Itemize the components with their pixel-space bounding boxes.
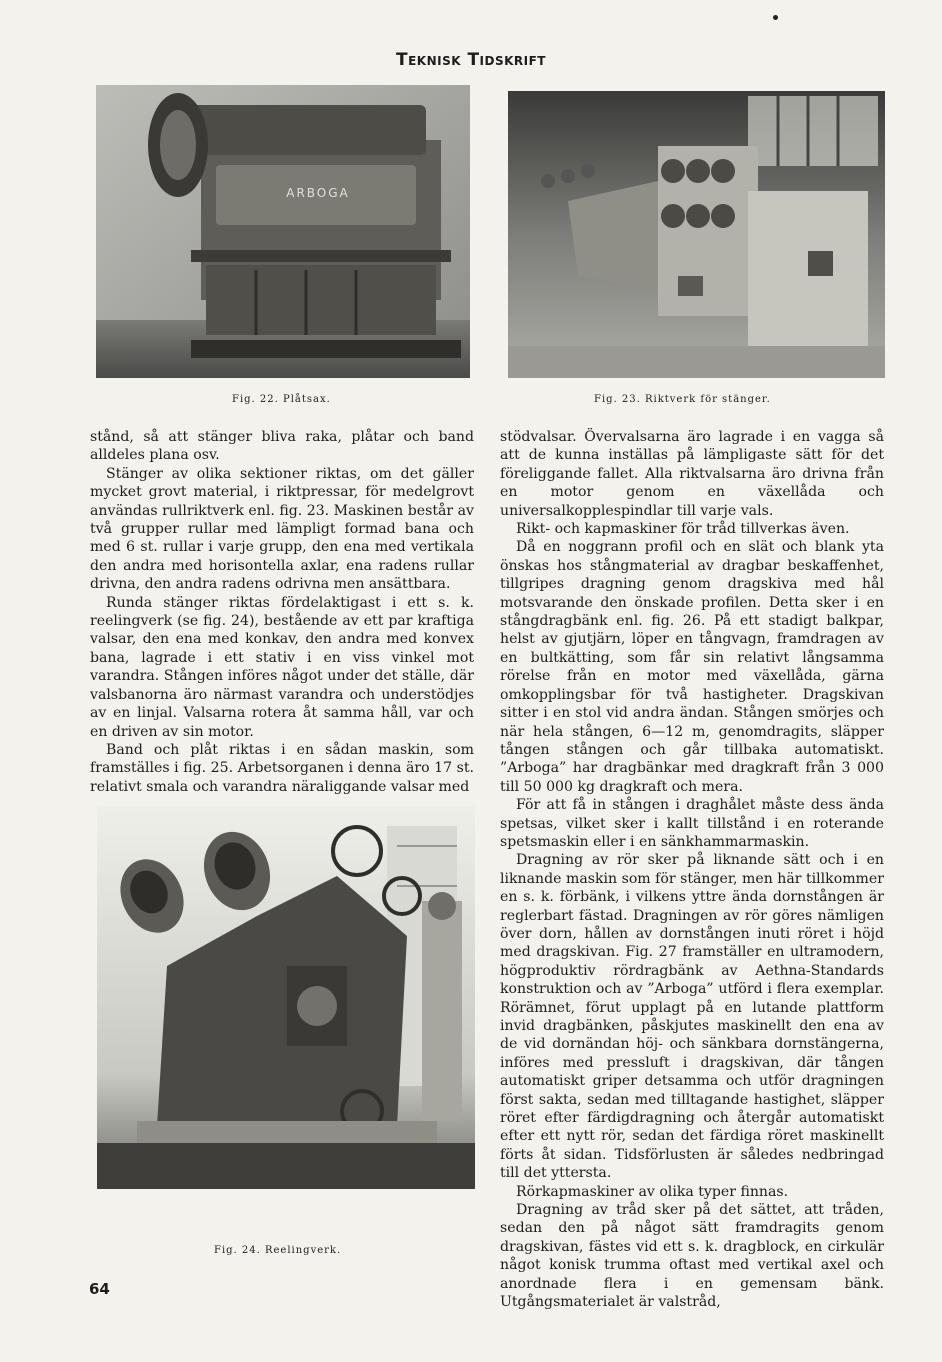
right-paragraph-7: Dragning av tråd sker på det sättet, att tråden, sedan den på något sätt framdragits genom dragskivan, fästes vid ett s. k. dragblock, en cirkulär något konisk trumma oftast med vertikal axel och anordnade flera i en gemensam bänk. Utgångsmaterialet är valstråd, [500,1202,884,1311]
figure-22-photo [96,85,470,378]
figure-23-caption: Fig. 23. Riktverk för stänger. [594,394,771,405]
right-paragraph-3: Då en noggrann profil och en slät och blank yta önskas hos stångmaterial av dragbar beskaffenhet, tillgripes dragning genom dragskiva med hål motsvarande den önskade profilen. Detta sker i en stångdragbänk enl. fig. 26. På ett stadigt balkpar, helst av gjutjärn, löper en tångvagn, framdragen av en bultkätting, som får sin relativt långsamma rörelse från en motor med växellåda, gärna omkopplingsbar för två hastigheter. Dragskivan sitter i en stol vid andra ändan. Stången smörjes och när hela stången, 6—12 m, genomdragits, släpper tången stången och går tillbaka automatiskt. ”Arboga” har dragbänkar med dragkraft från 3 000 till 50 000 kg dragkraft och mera. [500,539,884,795]
left-paragraph-2: Stänger av olika sektioner riktas, om det gäller mycket grovt material, i riktpressar, för medelgrovt användas rullriktverk enl. fig. 23. Maskinen består av två grupper rullar med lämpligt formad bana och med 6 st. rullar i varje grupp, den ena med vertikala den andra med horisontella axlar, ena radens rullar drivna, den andra radens odrivna men ansättbara. [90,465,474,593]
figure-22-caption: Fig. 22. Plåtsax. [232,394,331,405]
figure-22-label: ARBOGA [286,186,350,200]
page-header: Teknisk Tidskrift [395,50,546,70]
right-paragraph-6: Rörkapmaskiner av olika typer finnas. [516,1183,789,1200]
figure-23-photo [508,91,885,378]
left-paragraph-1: stånd, så att stänger bliva raka, plåtar och band alldeles plana osv. [90,429,474,464]
figure-24-photo [97,806,475,1189]
right-column [500,428,884,1312]
left-column [90,428,474,796]
ink-dot [773,15,778,20]
left-paragraph-4: Band och plåt riktas i en sådan maskin, som framställes i fig. 25. Arbetsorganen i denna äro 17 st. relativt smala och varandra näraliggande valsar med [90,741,474,795]
right-paragraph-2: Rikt- och kapmaskiner för tråd tillverkas även. [516,521,850,538]
figure-24-caption: Fig. 24. Reelingverk. [214,1245,342,1256]
left-paragraph-3: Runda stänger riktas fördelaktigast i ett s. k. reelingverk (se fig. 24), bestående av ett par kraftiga valsar, den ena med konkav, den andra med konvex bana, lagrade i ett stativ i en viss vinkel mot varandra. Stången införes något under det ställe, där valsbanorna äro närmast varandra och understödjes av en linjal. Valsarna rotera åt samma håll, var och en driven av sin motor. [90,594,474,740]
right-paragraph-5: Dragning av rör sker på liknande sätt och i en liknande maskin som för stänger, men här tillkommer en s. k. förbänk, i vilkens yttre ända dornstången är reglerbart fästad. Dragningen av rör göres nämligen över dorn, hållen av dornstången inuti röret i höjd med dragskivan. Fig. 27 framställer en ultramodern, högproduktiv rördragbänk av Aethna-Standards konstruktion och av ”Arboga” utförd i flera exemplar. Rörämnet, förut upplagt på en lutande plattform invid dragbänken, påskjutes maskinellt den ena av de vid dornändan höj- och sänkbara dornstängerna, införes med pressluft i dragskivan, där tången automatiskt griper detsamma och utför dragningen först sakta, sedan med tilltagande hastighet, släpper röret efter färdigdragning och återgår automatiskt efter ett nytt rör, sedan det färdiga röret maskinellt förts åt sidan. Tidsförlusten är således nedbringad till det yttersta. [500,852,884,1182]
right-paragraph-1: stödvalsar. Övervalsarna äro lagrade i en vagga så att de kunna inställas på lämpligaste sätt för det föreliggande fallet. Alla riktvalsarna äro drivna från en motor genom en växellåda och universalkopplespindlar till varje vals. [500,429,884,519]
right-paragraph-4: För att få in stången i draghålet måste dess ända spetsas, vilket sker i kallt tillstånd i en roterande spetsmaskin eller i en sänkhammarmaskin. [500,797,884,850]
page-number: 64 [89,1280,110,1298]
